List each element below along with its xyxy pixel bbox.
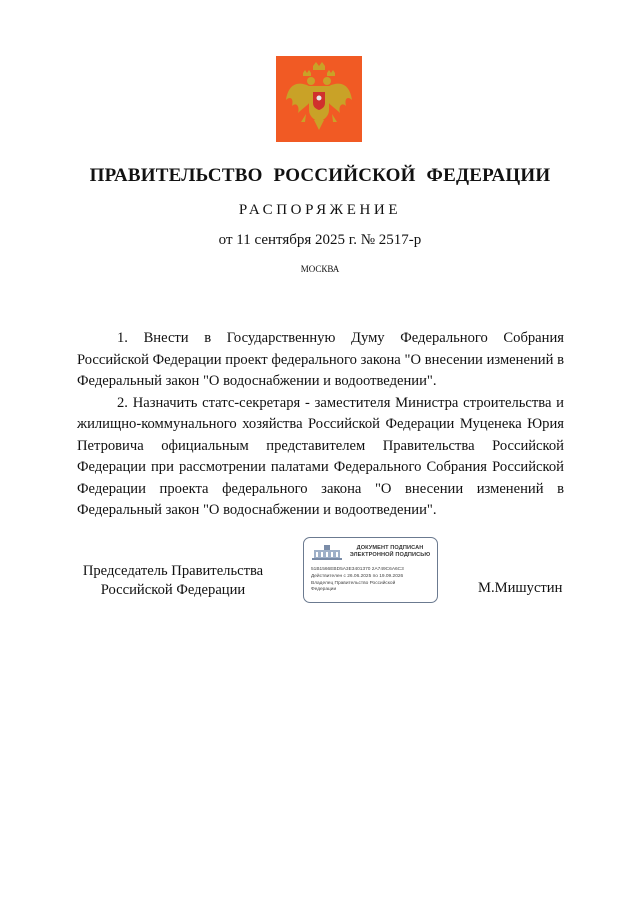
signer-position-line-2: Российской Федерации <box>100 582 246 598</box>
paragraph-2: 2. Назначить статс-секретаря - заместителя Министра строительства и жилищно-коммунального хозяйства Российской Федерации Муценека Юрия Петровича официальным представителем Правительства Российской Федерации при рассмотрении палатами Федерального Собрания Российской Федерации проекта федерального закона "О внесении изменений в Федеральный закон "О водоснабжении и водоотведении". <box>77 394 564 518</box>
electronic-signature-stamp <box>303 537 438 603</box>
stamp-heading-line-2: ЭЛЕКТРОННОЙ ПОДПИСЬЮ <box>349 552 431 558</box>
stamp-heading <box>344 545 436 559</box>
stamp-certificate: 51B1566EBD5A3E3401370 2A749C6A6C3 <box>311 567 404 572</box>
document-body <box>77 328 564 522</box>
document-date-number: от 11 сентября 2025 г. № 2517-р <box>218 232 422 248</box>
signer-name: М.Мишустин <box>478 580 563 596</box>
document-type: РАСПОРЯЖЕНИЕ <box>238 202 402 218</box>
paragraph-1: 1. Внести в Государственную Думу Федерального Собрания Российской Федерации проект федерального закона "О внесении изменений в Федеральный закон "О водоснабжении и водоотведении". <box>77 330 564 389</box>
government-title: ПРАВИТЕЛЬСТВО РОССИЙСКОЙ ФЕДЕРАЦИИ <box>89 165 551 186</box>
signer-position <box>78 562 268 600</box>
city-label: МОСКВА <box>300 264 340 274</box>
signer-position-line-1: Председатель Правительства <box>82 563 264 579</box>
government-building-icon <box>312 544 342 560</box>
coat-of-arms-emblem <box>276 56 362 142</box>
stamp-heading-line-1: ДОКУМЕНТ ПОДПИСАН <box>356 545 424 551</box>
stamp-owner-line-1: Владелец Правительство Российской <box>311 581 396 586</box>
stamp-validity: Действителен с 26.06.2025 по 19.09.2026 <box>311 574 404 579</box>
stamp-owner-line-2: Федерации <box>311 587 337 592</box>
